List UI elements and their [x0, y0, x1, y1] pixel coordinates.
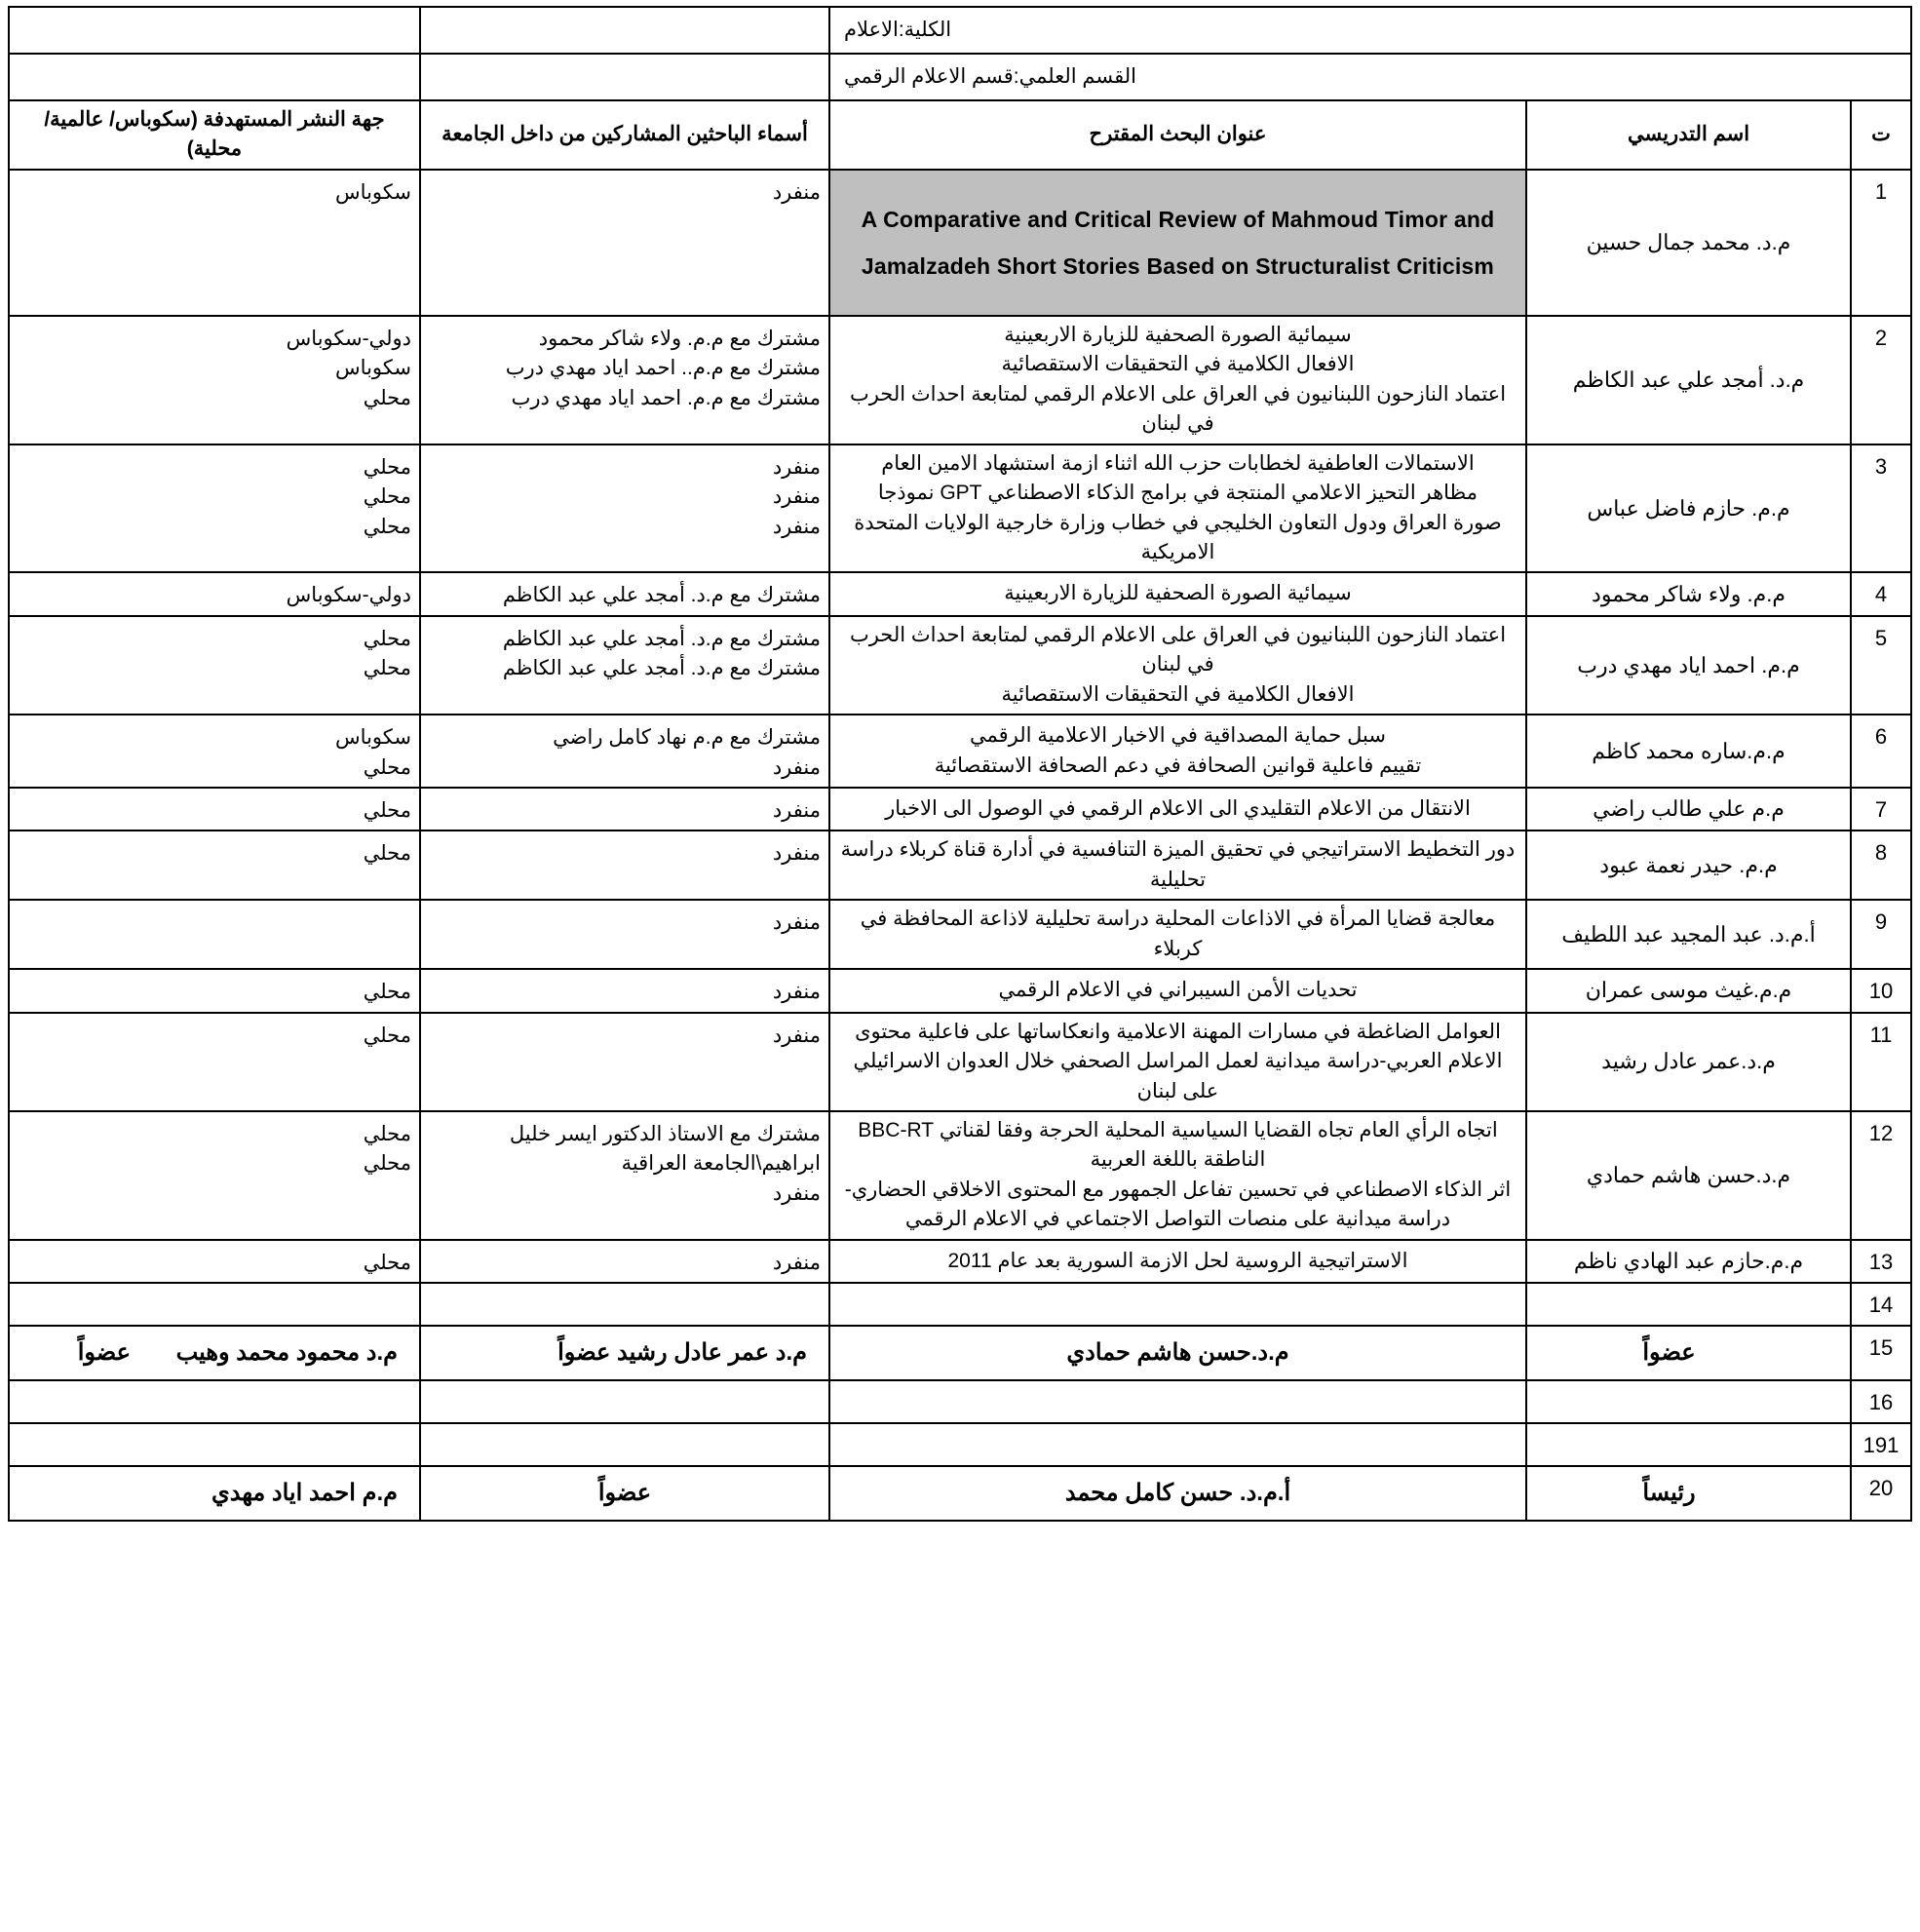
- member-name-2: م.د عمر عادل رشيد: [617, 1338, 807, 1366]
- teacher-name: م.م.حازم عبد الهادي ناظم: [1526, 1240, 1851, 1283]
- venue-cell: [9, 1283, 420, 1326]
- teacher-name: أ.م.د. عبد المجيد عبد اللطيف: [1526, 900, 1851, 969]
- teacher-name: م.م. احمد اياد مهدي درب: [1526, 616, 1851, 715]
- chair-name-cell: [829, 1466, 1526, 1521]
- table-row: [9, 170, 1911, 316]
- empty-cell-venue: [9, 1423, 420, 1466]
- research-title: مظاهر التحيز الاعلامي المنتجة في برامج الذكاء الاصطناعي GPT نموذجا: [877, 482, 1478, 505]
- venue-line: محلي: [363, 842, 411, 866]
- column-header-partners: أسماء الباحثين المشاركين من داخل الجامعة: [420, 100, 829, 170]
- research-title: اعتماد النازحون اللبنانيون في العراق على الاعلام الرقمي لمتابعة احداث الحرب في لبنان: [849, 623, 1507, 676]
- table-row: [9, 1283, 1911, 1326]
- table-row: [9, 969, 1911, 1012]
- row-index: 9: [1851, 900, 1911, 969]
- partners-cell: [420, 1283, 829, 1326]
- research-title: دور التخطيط الاستراتيجي في تحقيق الميزة التنافسية في أدارة قناة كربلاء دراسة تحليلية: [840, 838, 1516, 891]
- teacher-name: م.د. أمجد علي عبد الكاظم: [1526, 316, 1851, 444]
- research-title-en: A Comparative and Critical Review of Mahmoud Timor and Jamalzadeh Short Stories Based on Structuralist Criticism: [829, 170, 1526, 316]
- teacher-name: م.م علي طالب راضي: [1526, 788, 1851, 831]
- member-role-2: عضواً: [557, 1338, 611, 1366]
- partners-cell: [420, 170, 829, 316]
- row-index: 10: [1851, 969, 1911, 1012]
- partner-line: مشترك مع م.د. أمجد علي عبد الكاظم: [502, 657, 821, 680]
- research-title-cell: [829, 969, 1526, 1012]
- member-name-3: م.د محمود محمد وهيب: [175, 1338, 398, 1366]
- partners-cell: [420, 715, 829, 788]
- department-blank-2: [9, 54, 420, 100]
- venue-cell: [9, 969, 420, 1012]
- research-title-cell: [829, 572, 1526, 615]
- partner-line: مشترك مع الاستاذ الدكتور ايسر خليل ابراهيم\الجامعة العراقية: [509, 1122, 821, 1176]
- department-row: [9, 54, 1911, 100]
- venue-line: محلي: [363, 455, 411, 479]
- table-row: [9, 788, 1911, 831]
- venue-cell: [9, 715, 420, 788]
- column-header-venue: جهة النشر المستهدفة (سكوباس/ عالمية/ محلية): [9, 100, 420, 170]
- row-index: 191: [1851, 1423, 1911, 1466]
- member-role-1: عضواً: [1642, 1338, 1696, 1366]
- venue-line: محلي: [363, 386, 411, 409]
- college-blank-1: [420, 7, 829, 54]
- partner-line: منفرد: [772, 799, 821, 822]
- teacher-name: م.د.عمر عادل رشيد: [1526, 1013, 1851, 1111]
- partner-line: مشترك مع م.م.. احمد اياد مهدي درب: [505, 357, 821, 380]
- venue-line: محلي: [363, 799, 411, 822]
- venue-cell: [9, 616, 420, 715]
- member-name-1: م.د.حسن هاشم حمادي: [1066, 1338, 1289, 1366]
- partners-cell: [420, 969, 829, 1012]
- partner-line: مشترك مع م.م نهاد كامل راضي: [553, 726, 821, 750]
- table-header-row: [9, 100, 1911, 170]
- venue-cell: [9, 1013, 420, 1111]
- research-title-cell: [829, 1111, 1526, 1240]
- committee-member-names: [829, 1326, 1526, 1380]
- partners-cell: [420, 788, 829, 831]
- venue-line: محلي: [363, 657, 411, 680]
- research-title-cell: [829, 900, 1526, 969]
- venue-line: دولي-سكوباس: [286, 584, 411, 607]
- column-header-index: ت: [1851, 100, 1911, 170]
- empty-cell-venue: [9, 1380, 420, 1423]
- teacher-name: م.م.ساره محمد كاظم: [1526, 715, 1851, 788]
- partner-line: منفرد: [772, 842, 821, 866]
- research-title: معالجة قضايا المرأة في الاذاعات المحلية دراسة تحليلية لاذاعة المحافظة في كربلاء: [860, 908, 1496, 960]
- empty-cell-title: [829, 1423, 1526, 1466]
- committee-member-1: [1526, 1326, 1851, 1380]
- row-index: 14: [1851, 1283, 1911, 1326]
- member-role-3: عضواً: [77, 1338, 131, 1366]
- row-index: 4: [1851, 572, 1911, 615]
- committee-member-2: [420, 1326, 829, 1380]
- row-index: 20: [1851, 1466, 1911, 1521]
- partner-line: منفرد: [772, 455, 821, 479]
- venue-line: محلي: [363, 981, 411, 1004]
- partner-line: منفرد: [772, 981, 821, 1004]
- partner-line: منفرد: [772, 1251, 821, 1274]
- partner-line: منفرد: [772, 1024, 821, 1047]
- research-title-cell: [829, 1240, 1526, 1283]
- research-proposals-table: [8, 6, 1912, 1522]
- research-title: اثر الذكاء الاصطناعي في تحسين تفاعل الجمهور مع المحتوى الاخلاقي الحضاري-دراسة ميدانية على منصات التواصل الاجتماعي في الاعلام الرقمي: [844, 1178, 1512, 1231]
- partners-cell: [420, 1111, 829, 1240]
- partner-line: منفرد: [772, 485, 821, 509]
- research-title: سيمائية الصورة الصحفية للزيارة الاربعينية: [1004, 582, 1352, 605]
- research-title-cell: [829, 316, 1526, 444]
- research-title: الاستراتيجية الروسية لحل الازمة السورية بعد عام 2011: [947, 1249, 1408, 1272]
- table-row: [9, 1240, 1911, 1283]
- column-header-title: عنوان البحث المقترح: [829, 100, 1526, 170]
- research-title: سيمائية الصورة الصحفية للزيارة الاربعينية: [1004, 323, 1352, 346]
- college-blank-2: [9, 7, 420, 54]
- venue-line: سكوباس: [335, 726, 411, 750]
- college-label: الكلية:الاعلام: [829, 7, 1911, 54]
- partners-cell: [420, 444, 829, 573]
- partner-line: منفرد: [772, 755, 821, 779]
- partners-cell: [420, 900, 829, 969]
- venue-line: سكوباس: [335, 180, 411, 204]
- research-title: سبل حماية المصداقية في الاخبار الاعلامية الرقمي: [969, 724, 1386, 748]
- row-index: 2: [1851, 316, 1911, 444]
- venue-cell: [9, 444, 420, 573]
- partner-line: مشترك مع م.م. ولاء شاكر محمود: [538, 327, 821, 350]
- table-row: [9, 900, 1911, 969]
- row-index: 5: [1851, 616, 1911, 715]
- chair-role-cell: [1526, 1466, 1851, 1521]
- table-row: [9, 316, 1911, 444]
- department-label: القسم العلمي:قسم الاعلام الرقمي: [829, 54, 1911, 100]
- table-row: [9, 1111, 1911, 1240]
- research-title-cell: [829, 788, 1526, 831]
- row-index: 13: [1851, 1240, 1911, 1283]
- venue-line: محلي: [363, 1024, 411, 1047]
- research-title-cell: [829, 715, 1526, 788]
- department-blank-1: [420, 54, 829, 100]
- venue-line: محلي: [363, 515, 411, 538]
- research-title-cell: [829, 616, 1526, 715]
- teacher-name: م.م. حازم فاضل عباس: [1526, 444, 1851, 573]
- research-title: تقييم فاعلية قوانين الصحافة في دعم الصحافة الاستقصائية: [934, 753, 1422, 777]
- venue-line: محلي: [363, 485, 411, 509]
- venue-line: دولي-سكوباس: [286, 327, 411, 350]
- research-title-cell: [829, 444, 1526, 573]
- empty-cell-name: [1526, 1423, 1851, 1466]
- partner-line: منفرد: [772, 515, 821, 538]
- partners-cell: [420, 1240, 829, 1283]
- empty-cell-title: [829, 1380, 1526, 1423]
- table-row: [9, 572, 1911, 615]
- venue-line: سكوباس: [335, 357, 411, 380]
- venue-cell: [9, 170, 420, 316]
- table-row: [9, 1013, 1911, 1111]
- research-title: الانتقال من الاعلام التقليدي الى الاعلام الرقمي في الوصول الى الاخبار: [885, 797, 1471, 820]
- empty-cell-name: [1526, 1380, 1851, 1423]
- member-role: عضواً: [597, 1479, 652, 1506]
- venue-cell: [9, 788, 420, 831]
- research-title: صورة العراق ودول التعاون الخليجي في خطاب وزارة خارجية الولايات المتحدة الامريكية: [854, 511, 1502, 563]
- research-title-cell: [829, 1283, 1526, 1326]
- venue-line: محلي: [363, 1251, 411, 1274]
- partner-line: مشترك مع م.د. أمجد علي عبد الكاظم: [502, 584, 821, 607]
- partners-cell: [420, 1013, 829, 1111]
- partners-cell: [420, 831, 829, 900]
- row-index: 6: [1851, 715, 1911, 788]
- partners-cell: [420, 316, 829, 444]
- row-index: 11: [1851, 1013, 1911, 1111]
- row-index: 16: [1851, 1380, 1911, 1423]
- venue-cell: [9, 316, 420, 444]
- row-index: 15: [1851, 1326, 1911, 1380]
- teacher-name: م.م. حيدر نعمة عبود: [1526, 831, 1851, 900]
- row-index: 8: [1851, 831, 1911, 900]
- committee-member-3: [9, 1326, 420, 1380]
- research-title: اتجاه الرأي العام تجاه القضايا السياسية المحلية الحرجة وفقا لقناتي BBC-RT الناطقة باللغة العربية: [858, 1118, 1498, 1172]
- signature-row-15: [9, 1326, 1911, 1380]
- partner-line: مشترك مع م.م. احمد اياد مهدي درب: [511, 386, 821, 409]
- row-index: 12: [1851, 1111, 1911, 1240]
- venue-cell: [9, 831, 420, 900]
- partners-cell: [420, 616, 829, 715]
- table-row: [9, 616, 1911, 715]
- partner-line: منفرد: [772, 180, 821, 204]
- research-title: الاستمالات العاطفية لخطابات حزب الله اثناء ازمة استشهاد الامين العام: [881, 451, 1475, 475]
- signature-row-20: [9, 1466, 1911, 1521]
- member-role-cell: [420, 1466, 829, 1521]
- teacher-name: م.د.حسن هاشم حمادي: [1526, 1111, 1851, 1240]
- member-name-cell: [9, 1466, 420, 1521]
- research-title: اعتماد النازحون اللبنانيون في العراق على الاعلام الرقمي لمتابعة احداث الحرب في لبنان: [849, 382, 1507, 436]
- empty-cell-partners: [420, 1380, 829, 1423]
- signature-row-19: [9, 1423, 1911, 1466]
- chair-name: أ.م.د. حسن كامل محمد: [1064, 1479, 1291, 1506]
- venue-line: محلي: [363, 627, 411, 650]
- venue-line: محلي: [363, 1152, 411, 1176]
- venue-cell: [9, 572, 420, 615]
- empty-cell-partners: [420, 1423, 829, 1466]
- partners-cell: [420, 572, 829, 615]
- member-name: م.م احمد اياد مهدي: [211, 1479, 398, 1506]
- research-title: الافعال الكلامية في التحقيقات الاستقصائية: [1001, 353, 1355, 376]
- research-title-cell: [829, 1013, 1526, 1111]
- venue-line: محلي: [363, 1122, 411, 1145]
- signature-row-16: [9, 1380, 1911, 1423]
- venue-cell: [9, 1240, 420, 1283]
- teacher-name: م.د. محمد جمال حسين: [1526, 170, 1851, 316]
- partner-line: منفرد: [772, 911, 821, 935]
- research-title: العوامل الضاغطة في مسارات المهنة الاعلامية وانعكاساتها على فاعلية محتوى الاعلام العربي-دراسة ميدانية لعمل المراسل الصحفي خلال العدوان الاسرائيلي على لبنان: [853, 1020, 1503, 1102]
- row-index: 7: [1851, 788, 1911, 831]
- research-title-cell: [829, 831, 1526, 900]
- teacher-name: م.م. ولاء شاكر محمود: [1526, 572, 1851, 615]
- table-row: [9, 831, 1911, 900]
- teacher-name: م.م.غيث موسى عمران: [1526, 969, 1851, 1012]
- table-row: [9, 444, 1911, 573]
- teacher-name: [1526, 1283, 1851, 1326]
- table-row: [9, 715, 1911, 788]
- college-row: [9, 7, 1911, 54]
- venue-line: محلي: [363, 755, 411, 779]
- research-title: الافعال الكلامية في التحقيقات الاستقصائية: [1001, 682, 1355, 706]
- row-index: 3: [1851, 444, 1911, 573]
- row-index: 1: [1851, 170, 1911, 316]
- column-header-name: اسم التدريسي: [1526, 100, 1851, 170]
- venue-cell: [9, 1111, 420, 1240]
- venue-cell: [9, 900, 420, 969]
- research-title: تحديات الأمن السيبراني في الاعلام الرقمي: [998, 979, 1358, 1002]
- chair-role: رئيساً: [1642, 1479, 1696, 1506]
- partner-line: مشترك مع م.د. أمجد علي عبد الكاظم: [502, 627, 821, 650]
- partner-line: منفرد: [772, 1181, 821, 1205]
